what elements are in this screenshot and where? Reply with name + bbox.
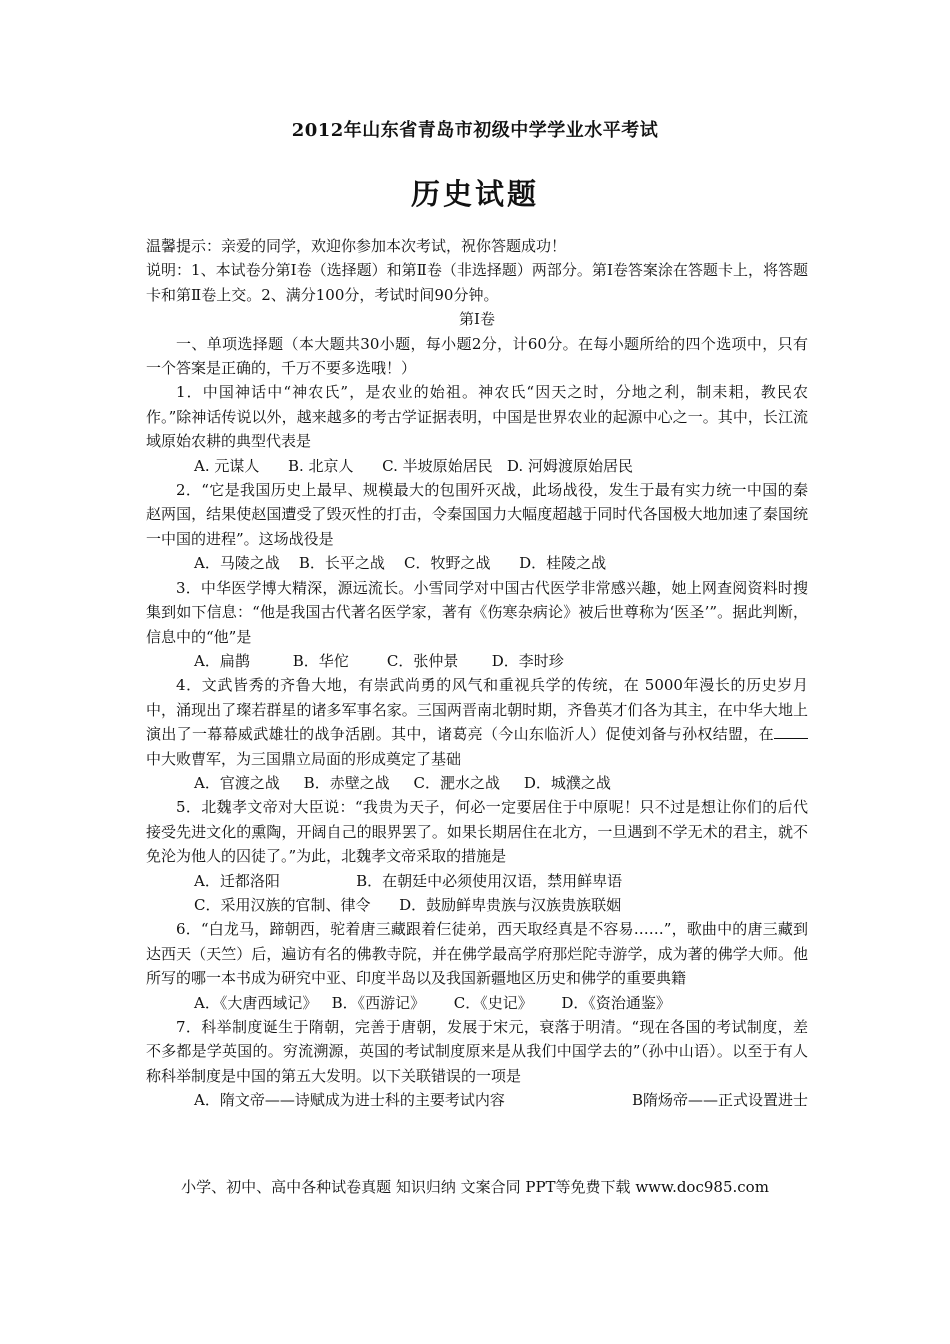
question-7-option-a: A．隋文帝——诗赋成为进士科的主要考试内容 [194, 1091, 505, 1110]
question-5: 5．北魏孝文帝对大臣说：“我贵为天子，何必一定要居住于中原呢！只不过是想让你们的后代接受先进文化的熏陶，开阔自己的眼界罢了。如果长期居住在北方，一旦遇到不学无术的君主，就不免沦为他人的囚徒了。”为此，北魏孝文帝采取的措施是 [146, 798, 808, 866]
question-7-options [146, 1088, 808, 1112]
question-7-option-b: B隋炀帝——正式设置进士 [631, 1091, 808, 1110]
question-4-text-after: 中大败曹军，为三国鼎立局面的形成奠定了基础 [146, 749, 462, 768]
question-3: 3．中华医学博大精深，源远流长。小雪同学对中国古代医学非常感兴趣，她上网查阅资料时搜集到如下信息：“他是我国古代著名医学家，著有《伤寒杂病论》被后世尊称为‘医圣’”。据此判断，信息中的“他”是 [146, 578, 808, 646]
question-2: 2．“它是我国历史上最早、规模最大的包围歼灭战，此场战役，发生于最有实力统一中国的秦赵两国，结果使赵国遭受了毁灭性的打击，令秦国国力大幅度超越于同时代各国极大地加速了秦国统一中国的进程”。这场战役是 [146, 481, 808, 548]
question-2-options: A．马陵之战 B．长平之战 C．牧野之战 D．桂陵之战 [194, 554, 607, 573]
question-4-text-before: 4．文武皆秀的齐鲁大地，有崇武尚勇的风气和重视兵学的传统，在 5000年漫长的历史岁月中，涌现出了璨若群星的诸多军事名家。三国两晋南北朝时期，齐鲁英才们各为其主，在中华大地上演出了一幕幕威武雄壮的战争活剧。其中，诸葛亮（今山东临沂人）促使刘备与孙权结盟，在 [146, 676, 808, 744]
question-4 [146, 673, 808, 771]
instructions-note: 说明：1、本试卷分第Ⅰ卷（选择题）和第Ⅱ卷（非选择题）两部分。第Ⅰ卷答案涂在答题卡上，将答题卡和第Ⅱ卷上交。2、满分100分，考试时间90分钟。 [146, 261, 808, 304]
question-7: 7．科举制度诞生于隋朝，完善于唐朝，发展于宋元，衰落于明清。“现在各国的考试制度，差不多都是学英国的。穷流溯源，英国的考试制度原来是从我们中国学去的”（孙中山语）。以至于有人称科举制度是中国的第五大发明。以下关联错误的一项是 [146, 1018, 808, 1085]
section-label: 第Ⅰ卷 [459, 310, 495, 329]
answer-blank [774, 724, 808, 739]
question-6-options: A．《大唐西域记》 B．《西游记》 C．《史记》 D．《资治通鉴》 [194, 993, 671, 1012]
exam-title: 2012年山东省青岛市初级中学学业水平考试 [291, 120, 659, 141]
exam-subtitle: 历史试题 [410, 177, 539, 211]
question-6: 6．“白龙马，蹄朝西，驼着唐三藏跟着仨徒弟，西天取经真是不容易……”，歌曲中的唐三藏到达西天（天竺）后，遍访有名的佛教寺院，并在佛学最高学府那烂陀寺游学，成为著的佛学大师。他所写的哪一本书成为研究中亚、印度半岛以及我国新疆地区历史和佛学的重要典籍 [146, 920, 808, 988]
question-1: 1．中国神话中“神农氏”，是农业的始祖。神农氏“因天之时，分地之利，制耒耜，教民农作。”除神话传说以外，越来越多的考古学证据表明，中国是世界农业的起源中心之一。其中，长江流域原始农耕的典型代表是 [146, 383, 808, 451]
question-5-options-line-1: A．迁都洛阳 B．在朝廷中必须使用汉语，禁用鲜卑语 [194, 871, 623, 890]
exam-body [146, 234, 808, 1113]
question-3-options: A．扁鹊 B．华佗 C．张仲景 D．李时珍 [194, 651, 564, 670]
question-5-options-line-2: C．采用汉族的官制、律令 D．鼓励鲜卑贵族与汉族贵族联姻 [194, 895, 622, 914]
section-instruction: 一、单项选择题（本大题共30小题，每小题2分，计60分。在每小题所给的四个选项中，只有一个答案是正确的，千万不要多选哦！） [146, 334, 808, 378]
question-1-options: A. 元谋人 B. 北京人 C. 半坡原始居民 D. 河姆渡原始居民 [194, 456, 633, 475]
question-4-options: A．官渡之战 B．赤壁之战 C．淝水之战 D．城濮之战 [194, 773, 611, 792]
footer-text: 小学、初中、高中各种试卷真题 知识归纳 文案合同 PPT等免费下载 www.doc985.com [181, 1178, 769, 1196]
tip-line: 温馨提示：亲爱的同学，欢迎你参加本次考试，祝你答题成功！ [146, 237, 567, 255]
